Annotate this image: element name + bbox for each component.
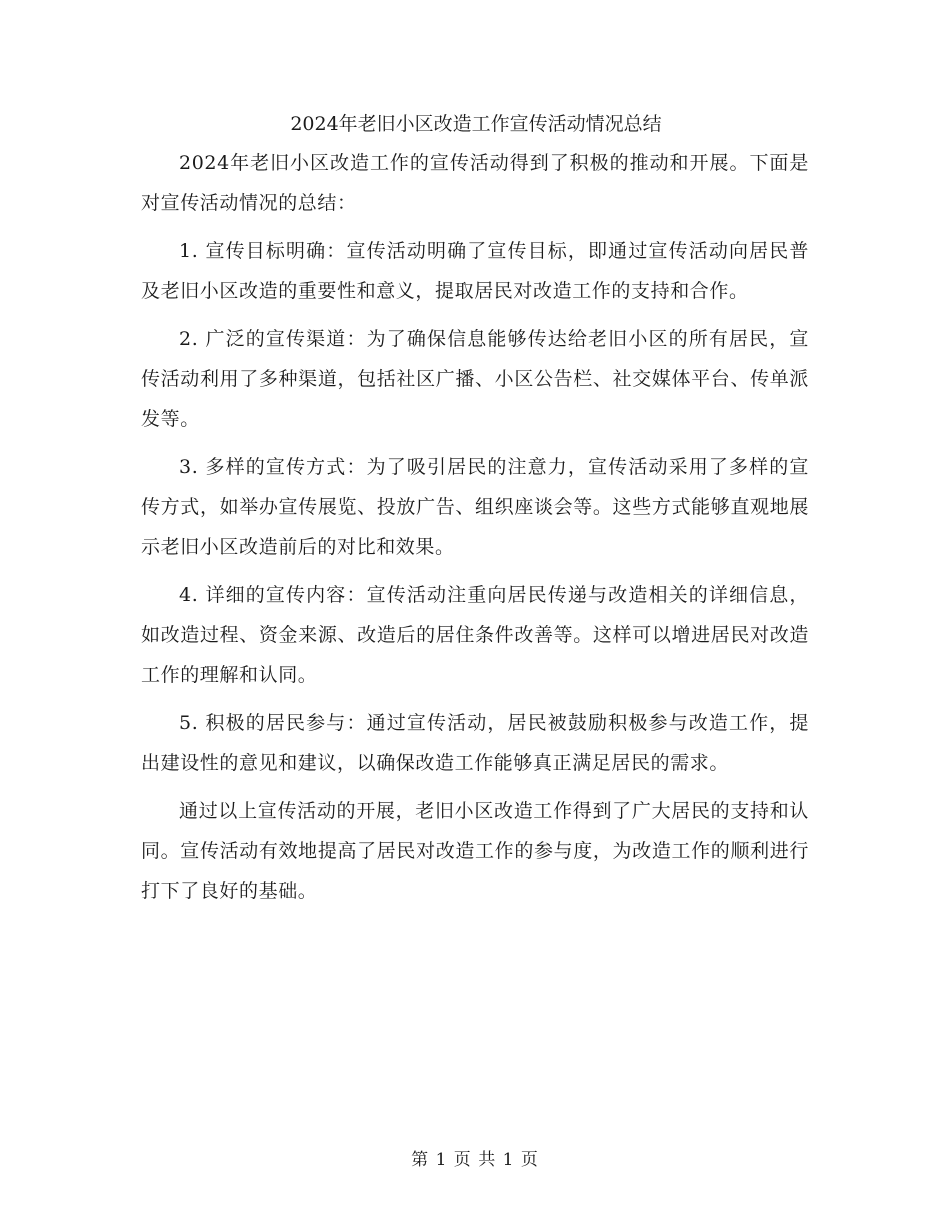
list-item-1: 1. 宣传目标明确：宣传活动明确了宣传目标，即通过宣传活动向居民普及老旧小区改造的重要性和意义，提取居民对改造工作的支持和合作。 — [141, 240, 809, 302]
document-body — [141, 106, 809, 911]
intro-paragraph: 2024年老旧小区改造工作的宣传活动得到了积极的推动和开展。下面是对宣传活动情况的总结： — [141, 152, 809, 214]
list-item-5: 5. 积极的居民参与：通过宣传活动，居民被鼓励积极参与改造工作，提出建设性的意见和建议，以确保改造工作能够真正满足居民的需求。 — [141, 712, 809, 774]
list-item-4: 4. 详细的宣传内容：宣传活动注重向居民传递与改造相关的详细信息，如改造过程、资金来源、改造后的居住条件改善等。这样可以增进居民对改造工作的理解和认同。 — [141, 584, 809, 686]
conclusion-paragraph: 通过以上宣传活动的开展，老旧小区改造工作得到了广大居民的支持和认同。宣传活动有效地提高了居民对改造工作的参与度，为改造工作的顺利进行打下了良好的基础。 — [141, 800, 809, 902]
list-item-3: 3. 多样的宣传方式：为了吸引居民的注意力，宣传活动采用了多样的宣传方式，如举办宣传展览、投放广告、组织座谈会等。这些方式能够直观地展示老旧小区改造前后的对比和效果。 — [141, 456, 809, 558]
list-item-2: 2. 广泛的宣传渠道：为了确保信息能够传达给老旧小区的所有居民，宣传活动利用了多种渠道，包括社区广播、小区公告栏、社交媒体平台、传单派发等。 — [141, 328, 809, 430]
page-number-footer: 第 1 页 共 1 页 — [411, 1150, 539, 1170]
document-title: 2024年老旧小区改造工作宣传活动情况总结 — [290, 113, 662, 135]
